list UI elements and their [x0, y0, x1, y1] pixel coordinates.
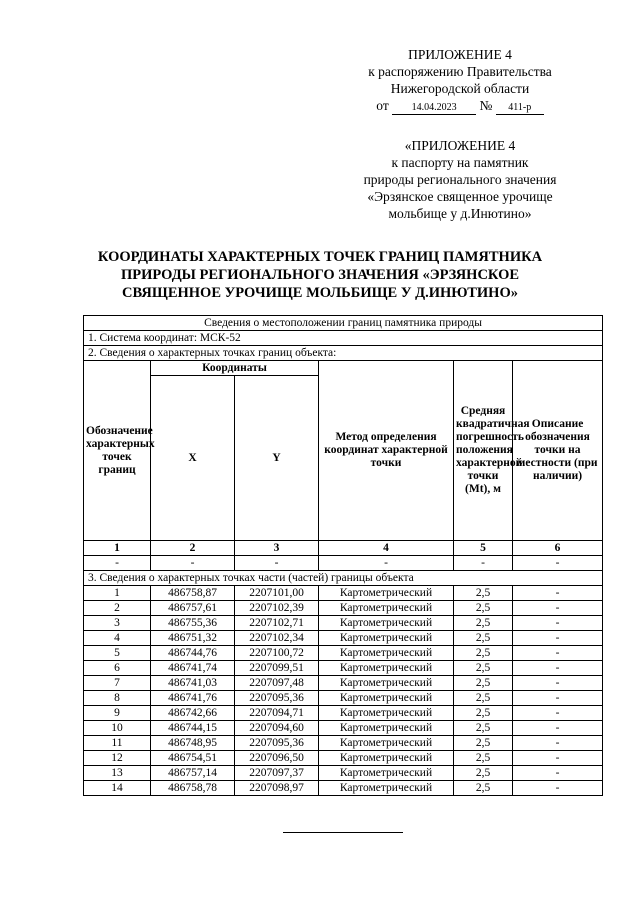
error-cell: 2,5 [454, 646, 513, 661]
y-coordinate: 2207096,50 [235, 751, 319, 766]
point-number: 3 [84, 616, 151, 631]
title-line-2: ПРИРОДЫ РЕГИОНАЛЬНОГО ЗНАЧЕНИЯ «ЭРЗЯНСКОЕ [120, 267, 520, 283]
x-coordinate: 486757,61 [151, 601, 235, 616]
error-cell: 2,5 [454, 781, 513, 796]
method-cell: Картометрический [319, 751, 454, 766]
dash-cell: - [235, 556, 319, 571]
error-cell: 2,5 [454, 751, 513, 766]
title-line-3: СВЯЩЕННОЕ УРОЧИЩЕ МОЛЬБИЩЕ У Д.ИНЮТИНО» [122, 285, 518, 301]
order-line [320, 97, 600, 115]
y-coordinate: 2207097,37 [235, 766, 319, 781]
error-cell: 2,5 [454, 586, 513, 601]
point-number: 11 [84, 736, 151, 751]
y-coordinate: 2207102,39 [235, 601, 319, 616]
x-coordinate: 486741,74 [151, 661, 235, 676]
x-coordinate: 486744,15 [151, 721, 235, 736]
description-cell: - [513, 766, 603, 781]
x-coordinate: 486755,36 [151, 616, 235, 631]
description-cell: - [513, 706, 603, 721]
y-coordinate: 2207100,72 [235, 646, 319, 661]
y-coordinate: 2207097,48 [235, 676, 319, 691]
error-cell: 2,5 [454, 661, 513, 676]
point-number: 7 [84, 676, 151, 691]
description-cell: - [513, 736, 603, 751]
error-cell: 2,5 [454, 691, 513, 706]
header-error: Средняя квадратичная погрешность положения характерной точки (Mt), м [454, 361, 513, 541]
description-cell: - [513, 691, 603, 706]
table-row [84, 751, 603, 766]
method-cell: Картометрический [319, 736, 454, 751]
description-cell: - [513, 646, 603, 661]
table-row [84, 706, 603, 721]
table-caption: Сведения о местоположении границ памятника природы [84, 316, 603, 331]
document-title [60, 248, 580, 302]
appendix-title: ПРИЛОЖЕНИЕ 4 [408, 47, 512, 62]
point-number: 12 [84, 751, 151, 766]
point-number: 13 [84, 766, 151, 781]
point-number: 2 [84, 601, 151, 616]
passport-line-2: к паспорту на памятник [391, 155, 529, 170]
section-1: 1. Система координат: МСК-52 [84, 331, 603, 346]
passport-line-3: природы регионального значения [363, 172, 557, 187]
error-cell: 2,5 [454, 706, 513, 721]
column-numbers-row [84, 541, 603, 556]
x-coordinate: 486751,32 [151, 631, 235, 646]
y-coordinate: 2207101,00 [235, 586, 319, 601]
y-coordinate: 2207099,51 [235, 661, 319, 676]
x-coordinate: 486742,66 [151, 706, 235, 721]
header-x: X [151, 376, 235, 541]
description-cell: - [513, 616, 603, 631]
from-label: от [376, 98, 389, 113]
method-cell: Картометрический [319, 616, 454, 631]
title-line-1: КООРДИНАТЫ ХАРАКТЕРНЫХ ТОЧЕК ГРАНИЦ ПАМЯТНИКА [97, 249, 543, 265]
passport-line-4: «Эрзянское священное урочище [367, 189, 553, 204]
table-row [84, 616, 603, 631]
x-coordinate: 486757,14 [151, 766, 235, 781]
point-number: 9 [84, 706, 151, 721]
table-row [84, 646, 603, 661]
description-cell: - [513, 676, 603, 691]
table-row [84, 736, 603, 751]
y-coordinate: 2207098,97 [235, 781, 319, 796]
column-number: 4 [319, 541, 454, 556]
table-row [84, 766, 603, 781]
table-row [84, 676, 603, 691]
description-cell: - [513, 586, 603, 601]
method-cell: Картометрический [319, 781, 454, 796]
column-number: 6 [513, 541, 603, 556]
y-coordinate: 2207095,36 [235, 736, 319, 751]
description-cell: - [513, 721, 603, 736]
method-cell: Картометрический [319, 646, 454, 661]
y-coordinate: 2207094,71 [235, 706, 319, 721]
x-coordinate: 486758,78 [151, 781, 235, 796]
description-cell: - [513, 601, 603, 616]
dash-cell: - [319, 556, 454, 571]
point-number: 8 [84, 691, 151, 706]
method-cell: Картометрический [319, 586, 454, 601]
method-cell: Картометрический [319, 661, 454, 676]
description-cell: - [513, 631, 603, 646]
y-coordinate: 2207102,71 [235, 616, 319, 631]
table-row [84, 781, 603, 796]
number-sign: № [479, 98, 493, 113]
section-2: 2. Сведения о характерных точках границ объекта: [84, 346, 603, 361]
header-method: Метод определения координат характерной точки [319, 361, 454, 541]
appendix-line-3: Нижегородской области [390, 81, 530, 96]
table-row [84, 601, 603, 616]
coordinates-table [83, 315, 603, 796]
method-cell: Картометрический [319, 721, 454, 736]
table-row [84, 586, 603, 601]
description-cell: - [513, 781, 603, 796]
dash-row [84, 556, 603, 571]
dash-cell: - [151, 556, 235, 571]
y-coordinate: 2207095,36 [235, 691, 319, 706]
column-number: 5 [454, 541, 513, 556]
method-cell: Картометрический [319, 766, 454, 781]
column-number: 1 [84, 541, 151, 556]
table-row [84, 721, 603, 736]
table-row [84, 691, 603, 706]
footer-divider [283, 832, 403, 833]
passport-line-5: мольбище у д.Инютино» [388, 206, 532, 221]
x-coordinate: 486744,76 [151, 646, 235, 661]
y-coordinate: 2207102,34 [235, 631, 319, 646]
description-cell: - [513, 751, 603, 766]
point-number: 10 [84, 721, 151, 736]
dash-cell: - [84, 556, 151, 571]
column-number: 3 [235, 541, 319, 556]
point-number: 6 [84, 661, 151, 676]
section-3: 3. Сведения о характерных точках части (частей) границы объекта [84, 571, 603, 586]
method-cell: Картометрический [319, 676, 454, 691]
y-coordinate: 2207094,60 [235, 721, 319, 736]
table-row [84, 631, 603, 646]
point-number: 1 [84, 586, 151, 601]
error-cell: 2,5 [454, 616, 513, 631]
error-cell: 2,5 [454, 766, 513, 781]
dash-cell: - [513, 556, 603, 571]
x-coordinate: 486754,51 [151, 751, 235, 766]
description-cell: - [513, 661, 603, 676]
header-designation: Обозначение характерных точек границ [84, 361, 151, 541]
point-number: 5 [84, 646, 151, 661]
passport-title: «ПРИЛОЖЕНИЕ 4 [404, 138, 516, 153]
table-row [84, 661, 603, 676]
order-number: 411-р [496, 102, 544, 115]
x-coordinate: 486758,87 [151, 586, 235, 601]
appendix-line-2: к распоряжению Правительства [368, 64, 552, 79]
column-number: 2 [151, 541, 235, 556]
error-cell: 2,5 [454, 736, 513, 751]
passport-header [320, 137, 600, 222]
header-y: Y [235, 376, 319, 541]
dash-cell: - [454, 556, 513, 571]
x-coordinate: 486748,95 [151, 736, 235, 751]
error-cell: 2,5 [454, 721, 513, 736]
error-cell: 2,5 [454, 631, 513, 646]
x-coordinate: 486741,76 [151, 691, 235, 706]
appendix-header [320, 46, 600, 115]
header-coordinates: Координаты [151, 361, 319, 376]
point-number: 4 [84, 631, 151, 646]
x-coordinate: 486741,03 [151, 676, 235, 691]
method-cell: Картометрический [319, 631, 454, 646]
header-description: Описание обозначения точки на местности (при наличии) [513, 361, 603, 541]
error-cell: 2,5 [454, 676, 513, 691]
order-date: 14.04.2023 [392, 102, 476, 115]
error-cell: 2,5 [454, 601, 513, 616]
method-cell: Картометрический [319, 601, 454, 616]
point-number: 14 [84, 781, 151, 796]
method-cell: Картометрический [319, 706, 454, 721]
method-cell: Картометрический [319, 691, 454, 706]
